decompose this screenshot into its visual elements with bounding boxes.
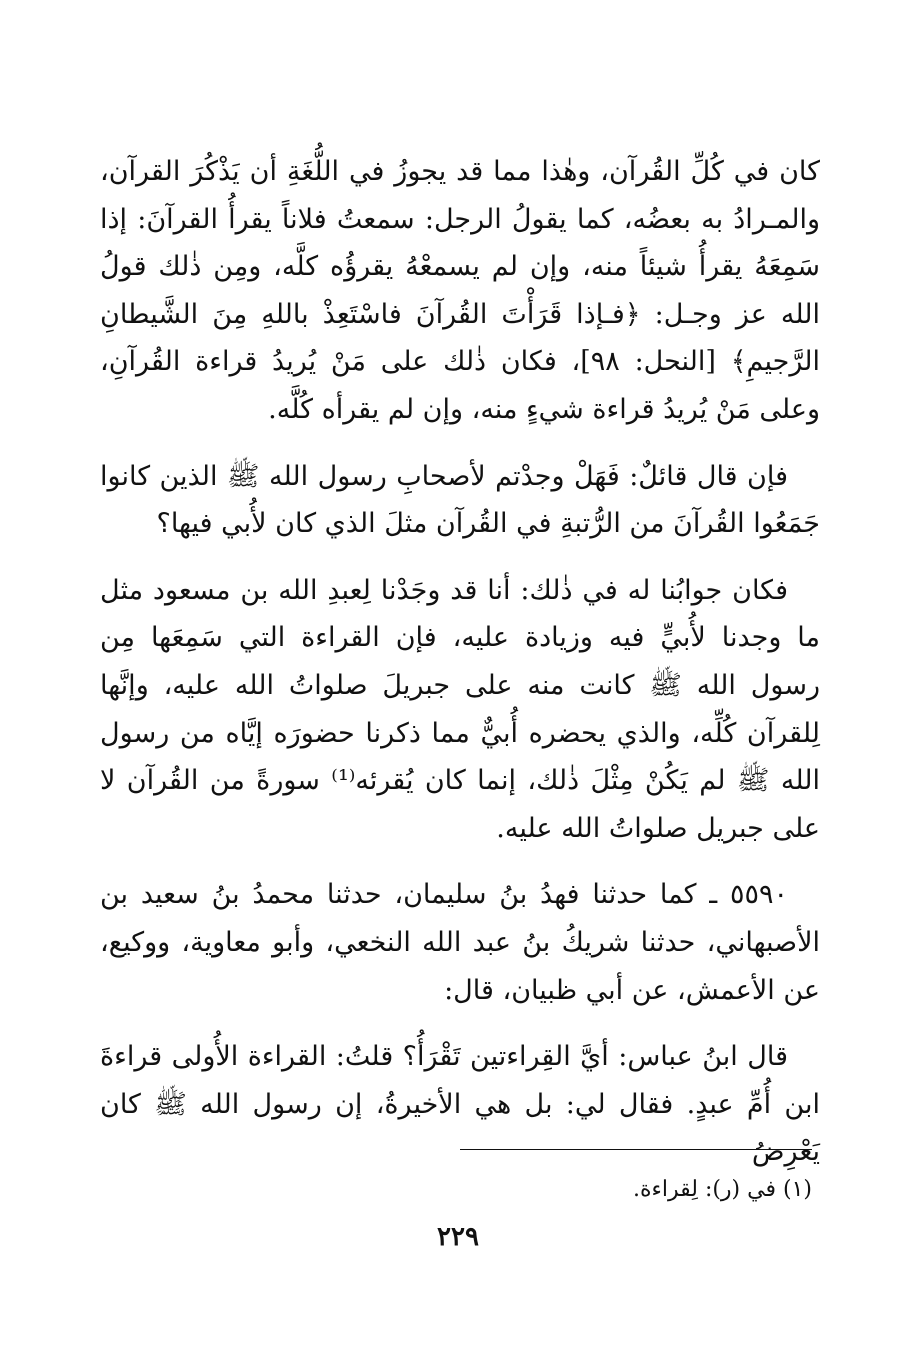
footnote-divider xyxy=(460,1149,812,1150)
paragraph-2: فإن قال قائلٌ: فَهَلْ وجدْتم لأصحابِ رسول الله ﷺ الذين كانوا جَمَعُوا القُرآنَ من الرُّتبةِ في القُرآن مثلَ الذي كان لأُبي فيها؟ xyxy=(100,460,820,540)
page-number: ٢٢٩ xyxy=(437,1222,479,1252)
main-text xyxy=(100,148,820,1176)
paragraph-5: قال ابنُ عباس: أيَّ القِراءتين تَقْرَأُ؟ قلتُ: القراءة الأُولى قراءةَ ابن أُمِّ عبدٍ. فقال لي: بل هي الأخيرةُ، إن رسول الله ﷺ كان يَعْرِضُ xyxy=(100,1041,820,1168)
paragraph-1: كان في كُلِّ القُرآن، وهٰذا مما قد يجوزُ في اللُّغَةِ أن يَذْكُرَ القرآن، والمـرادُ به بعضُه، كما يقولُ الرجل: سمعتُ فلاناً يقرأُ القرآنَ: إذا سَمِعَهُ يقرأُ شيئاً منه، وإن لم يسمعْهُ يقرؤُه كلَّه، ومِن ذٰلك قولُ الله عز وجـل: ﴿فـإذا قَرَأْتَ القُرآنَ فاسْتَعِذْ باللهِ مِنَ الشَّيطانِ الرَّجيمِ﴾ [النحل: ٩٨]، فكان ذٰلك على مَنْ يُريدُ قراءة القُرآنِ، وعلى مَنْ يُريدُ قراءة شيءٍ منه، وإن لم يقرأه كُلَّه. xyxy=(100,156,820,425)
paragraph-3: فكان جوابُنا له في ذٰلك: أنا قد وجَدْنا لِعبدِ الله بن مسعود مثل ما وجدنا لأُبيٍّ فيه وزيادة عليه، فإن القراءة التي سَمِعَها مِن رسول الله ﷺ كانت منه على جبريلَ صلواتُ الله عليه، وإنَّها لِلقرآن كُلِّه، والذي يحضره أُبيٌّ مما ذكرنا حضورَه إيَّاه من رسول الله ﷺ لم يَكُنْ مِثْلَ ذٰلك، إنما كان يُقرئه⁽¹⁾ سورةً من القُرآن لا على جبريل صلواتُ الله عليه. xyxy=(100,574,820,844)
footnote: (١) في (ر): لِقراءة. xyxy=(633,1177,812,1202)
paragraph-4-hadith-chain: ٥٥٩٠ ـ كما حدثنا فهدُ بنُ سليمان، حدثنا محمدُ بنُ سعيد بن الأصبهاني، حدثنا شريكُ بنُ عبد الله النخعي، وأبو معاوية، ووكيع، عن الأعمش، عن أبي ظبيان، قال: xyxy=(100,879,820,1006)
